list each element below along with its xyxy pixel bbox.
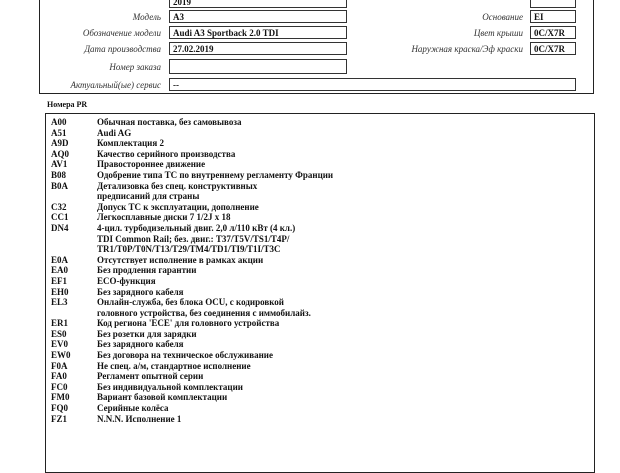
pr-description: Не спец. а/м, стандартное исполнение (97, 360, 251, 371)
pr-description: Отсутствует исполнение в рамках акции (97, 254, 264, 265)
pr-row (46, 392, 594, 403)
service-label: Актуальный(ые) сервис (70, 80, 161, 90)
pr-row (46, 159, 594, 170)
pr-description: Серийные колёса (97, 403, 169, 414)
pr-row (46, 212, 594, 223)
pr-row (46, 202, 594, 213)
pr-row (46, 223, 594, 255)
roof-color-value: 0C/X7R (530, 26, 576, 39)
pr-description: Регламент опытной серии (97, 371, 204, 382)
pr-row (46, 361, 594, 372)
pr-code: A9D (51, 138, 69, 149)
pr-description: Одобрение типа ТС по внутреннему регламенту Франции (97, 169, 334, 180)
pr-row (46, 128, 594, 139)
pr-row (46, 414, 594, 425)
pr-code: EV0 (51, 339, 69, 350)
production-date-value: 27.02.2019 (169, 42, 347, 55)
pr-code: FA0 (51, 371, 67, 382)
pr-code: DN4 (51, 222, 69, 233)
pr-row (46, 339, 594, 350)
service-value: -- (169, 78, 576, 91)
pr-description: Audi AG (97, 127, 132, 138)
pr-code: FQ0 (51, 403, 68, 414)
pr-row (46, 170, 594, 181)
pr-row (46, 297, 594, 318)
designation-value: Audi A3 Sportback 2.0 TDI (169, 26, 347, 39)
base-label: Основание (482, 12, 523, 22)
pr-row (46, 149, 594, 160)
pr-code: E0A (51, 254, 69, 265)
pr-description: Без продления гарантии (97, 265, 197, 276)
pr-row (46, 403, 594, 414)
pr-row (46, 350, 594, 361)
exterior-color-value: 0C/X7R (530, 42, 576, 55)
pr-row (46, 318, 594, 329)
pr-description: Обычная поставка, без самовывоза (97, 117, 242, 127)
pr-description: Без зарядного кабеля (97, 339, 184, 350)
pr-row (46, 138, 594, 149)
pr-row (46, 329, 594, 340)
pr-code: B0A (51, 180, 69, 191)
pr-code: AQ0 (51, 148, 69, 159)
pr-code: FC0 (51, 381, 68, 392)
top-value-field: 2019 (169, 0, 347, 8)
pr-description: Код региона 'ECE' для головного устройства (97, 318, 280, 329)
pr-list (46, 114, 594, 424)
pr-description: Легкосплавные диски 7 1/2J x 18 (97, 212, 231, 223)
pr-code: FM0 (51, 392, 70, 403)
pr-description: Без розетки для зарядки (97, 328, 197, 339)
pr-row (46, 255, 594, 266)
pr-code: A00 (51, 117, 67, 127)
pr-numbers-list (45, 113, 595, 473)
production-date-label: Дата производства (84, 44, 161, 54)
pr-code: CC1 (51, 212, 69, 223)
roof-color-label: Цвет крыши (473, 28, 523, 38)
model-value: A3 (169, 10, 347, 23)
pr-description: Качество серийного производства (97, 148, 236, 159)
pr-description: Онлайн-служба, без блока OCU, с кодировкой головного устройства, без соединения с иммобилайз. (97, 297, 311, 318)
pr-row (46, 117, 594, 128)
pr-code: C32 (51, 201, 67, 212)
pr-row (46, 181, 594, 202)
pr-description: Комплектация 2 (97, 138, 164, 149)
pr-code: ER1 (51, 318, 69, 329)
pr-description: Без договора на техническое обслуживание (97, 350, 273, 361)
pr-code: F0A (51, 360, 68, 371)
base-value: EI (530, 10, 576, 23)
pr-description: Правостороннее движение (97, 159, 206, 170)
pr-row (46, 287, 594, 298)
pr-row (46, 371, 594, 382)
pr-row (46, 382, 594, 393)
vehicle-info-panel (39, 0, 594, 94)
pr-code: EL3 (51, 297, 68, 308)
pr-description: N.N.N. Исполнение 1 (97, 413, 182, 424)
pr-description: ECO-функция (97, 275, 156, 286)
pr-description: Без зарядного кабеля (97, 286, 184, 297)
pr-code: EW0 (51, 350, 71, 361)
order-number-value (169, 59, 347, 74)
pr-description: Допуск ТС к эксплуатации, дополнение (97, 201, 259, 212)
exterior-color-label: Наружная краска/Эф краски (411, 44, 523, 54)
pr-description: Без индивидуальной комплектации (97, 381, 243, 392)
pr-description: Детализовка без спец. конструктивных предписаний для страны (97, 180, 258, 202)
pr-code: EH0 (51, 286, 69, 297)
top-right-value-field (530, 0, 576, 8)
pr-code: B08 (51, 169, 67, 180)
order-number-label: Номер заказа (109, 62, 161, 72)
pr-code: A51 (51, 127, 67, 138)
pr-section-title: Номера PR (47, 100, 88, 109)
pr-code: EA0 (51, 265, 69, 276)
designation-label: Обозначение модели (82, 28, 161, 38)
model-label: Модель (132, 12, 161, 22)
pr-row (46, 276, 594, 287)
pr-code: FZ1 (51, 413, 68, 424)
pr-code: EF1 (51, 275, 68, 286)
pr-description: Вариант базовой комплектации (97, 392, 228, 403)
pr-code: ES0 (51, 328, 67, 339)
pr-row (46, 265, 594, 276)
pr-description: 4-цил. турбодизельный двиг. 2,0 л/110 кВт (4 кл.) TDI Common Rail; без. двиг.: T37/T5V/TS1/T4P/ TR1/T0P/T0N/T13/T29/TM4/TD1/TI9/T1I/T3C (97, 222, 296, 255)
pr-code: AV1 (51, 159, 68, 170)
